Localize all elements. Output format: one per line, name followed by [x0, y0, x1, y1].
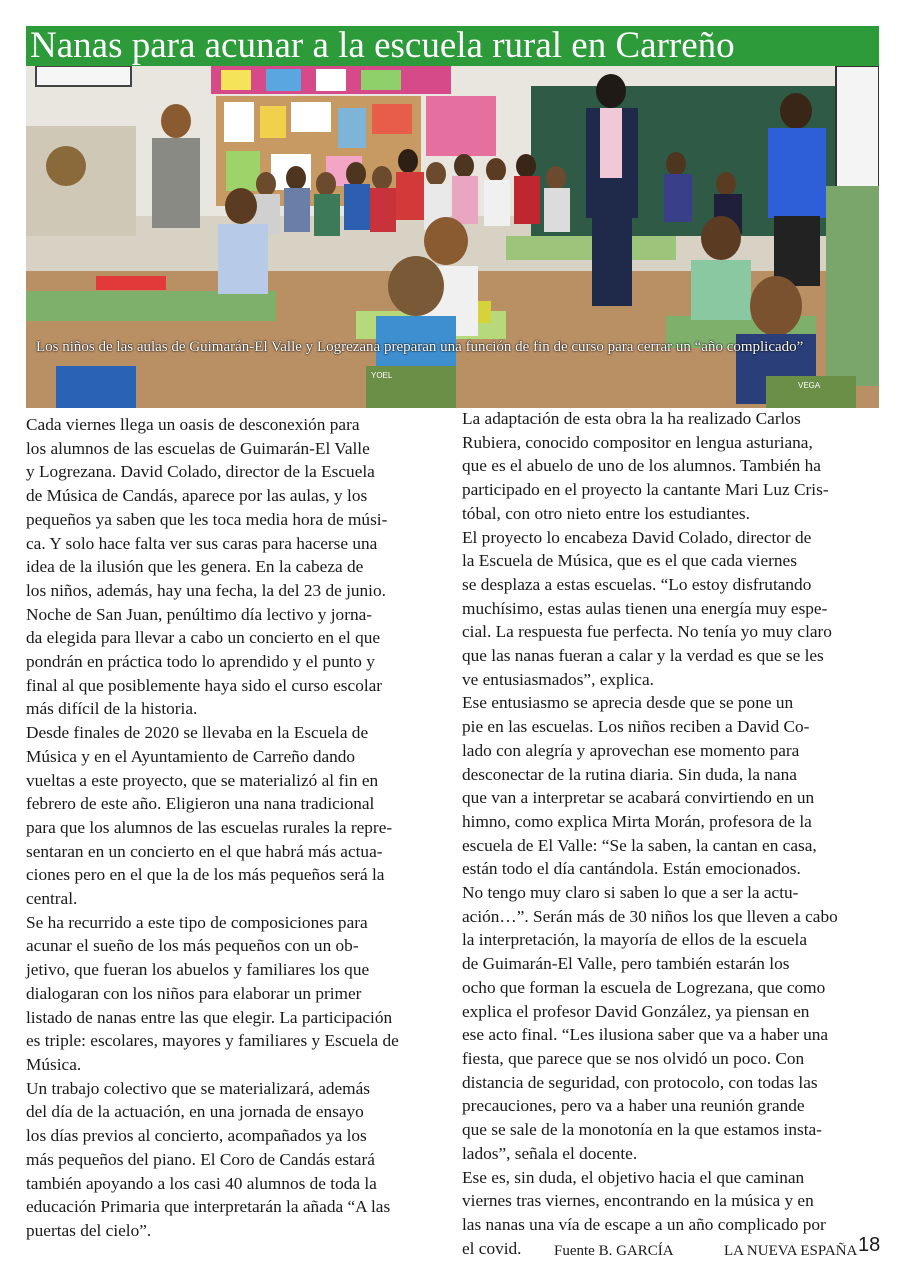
- article-line: y Logrezana. David Colado, director de la Escuela: [26, 462, 375, 482]
- article-line: Cada viernes llega un oasis de desconexión para: [26, 415, 360, 434]
- article-line: Desde finales de 2020 se llevaba en la Escuela de: [26, 723, 369, 743]
- article-line: es triple: escolares, mayores y familiares y Escuela de: [26, 1031, 399, 1051]
- article-line: ación…”. Serán más de 30 niños los que lleven a cabo: [462, 906, 838, 926]
- article-line: ca. Y solo hace falta ver sus caras para hacerse una: [26, 533, 378, 553]
- article-line: el covid.: [462, 1238, 522, 1258]
- article-line: para que los alumnos de las escuelas rurales la repre-: [26, 817, 393, 837]
- article-line: fiesta, que parece que se nos olvidó un poco. Con: [462, 1048, 805, 1068]
- article-line: da elegida para llevar a cabo un concierto en el que: [26, 628, 381, 648]
- article-line: ese acto final. “Les ilusiona saber que va a haber una: [462, 1025, 829, 1045]
- article-line: Ese entusiasmo se aprecia desde que se pone un: [462, 693, 794, 713]
- article-line: la Escuela de Música, que es el que cada viernes: [462, 551, 797, 571]
- chair-label: VEGA: [798, 381, 821, 390]
- article-line: El proyecto lo encabeza David Colado, director de: [462, 527, 812, 547]
- article-line: vueltas a este proyecto, que se materializó al fin en: [26, 770, 379, 790]
- article-line: están todo el día cantándola. Están emocionados.: [462, 859, 801, 879]
- article-line: Música y en el Ayuntamiento de Carreño dando: [26, 746, 356, 766]
- article-line: Se ha recurrido a este tipo de composiciones para: [26, 912, 368, 932]
- article-line: ocho que forman la escuela de Logrezana, que como: [462, 977, 826, 997]
- article-line: acunar el sueño de los más pequeños con un ob-: [26, 936, 359, 956]
- article-line: Música.: [26, 1054, 82, 1074]
- article-line: se desplaza a estas escuelas. “Lo estoy disfrutando: [462, 574, 812, 594]
- page-number: 18: [858, 1234, 881, 1256]
- photo-credit: Fuente B. GARCÍA: [554, 1243, 674, 1259]
- article-line: que se sale de la monotonía en la que estamos insta-: [462, 1120, 822, 1140]
- article-line: Noche de San Juan, penúltimo día lectivo y jorna-: [26, 604, 373, 624]
- article-line: los alumnos de las escuelas de Guimarán-El Valle: [26, 438, 370, 458]
- article-line: también apoyando a los casi 40 alumnos de toda la: [26, 1173, 377, 1193]
- article-line: precauciones, pero va a haber una reunión grande: [462, 1096, 805, 1116]
- article-line: No tengo muy claro si saben lo que a ser la actu-: [462, 883, 799, 903]
- article-line: distancia de seguridad, con protocolo, con todas las: [462, 1072, 818, 1092]
- newspaper-name: LA NUEVA ESPAÑA: [724, 1243, 858, 1259]
- article-line: idea de la ilusión que les genera. En la cabeza de: [26, 557, 364, 577]
- article-line: que las nanas fueran a calar y la verdad es que se les: [462, 646, 824, 666]
- article-line: central.: [26, 889, 78, 909]
- article-line: lado con alegría y aprovechan ese momento para: [462, 740, 800, 760]
- article-line: Un trabajo colectivo que se materializará, además: [26, 1078, 371, 1098]
- article-line: muchísimo, estas aulas tienen una energía muy espe-: [462, 598, 828, 618]
- photo-caption: Los niños de las aulas de Guimarán-El Valle y Logrezana preparan una función de fin de curso para cerrar un “año complicado”: [36, 339, 804, 355]
- article-line: La adaptación de esta obra la ha realizado Carlos: [462, 409, 801, 428]
- article-column-right: [462, 407, 882, 1260]
- article-title: Nanas para acunar a la escuela rural en Carreño: [26, 26, 879, 66]
- article-line: himno, como explica Mirta Morán, profesora de la: [462, 811, 812, 831]
- article-line: Rubiera, conocido compositor en lengua asturiana,: [462, 432, 813, 452]
- chair-label: YOEL: [371, 371, 393, 380]
- article-line: ciones pero en el que la de los más pequeños será la: [26, 865, 385, 885]
- article-line: pie en las escuelas. Los niños reciben a David Co-: [462, 717, 810, 737]
- article-line: más pequeños del piano. El Coro de Candás estará: [26, 1149, 375, 1169]
- article-line: puertas del cielo”.: [26, 1220, 152, 1240]
- article-line: desconectar de la rutina diaria. Sin duda, la nana: [462, 764, 797, 784]
- article-line: las nanas una vía de escape a un año complicado por: [462, 1214, 826, 1234]
- article-line: tóbal, con otro nieto entre los estudiantes.: [462, 503, 750, 523]
- article-line: los días previos al concierto, acompañados ya los: [26, 1126, 367, 1146]
- article-column-left: [26, 413, 444, 1243]
- article-line: participado en el proyecto la cantante Mari Luz Cris-: [462, 480, 829, 500]
- article-line: Ese es, sin duda, el objetivo hacia el que caminan: [462, 1167, 805, 1187]
- article-line: ve entusiasmados”, explica.: [462, 669, 654, 689]
- article-line: del día de la actuación, en una jornada de ensayo: [26, 1102, 364, 1122]
- article-line: de Guimarán-El Valle, pero también estarán los: [462, 954, 790, 974]
- article-line: escuela de El Valle: “Se la saben, la cantan en casa,: [462, 835, 817, 855]
- article-line: febrero de este año. Eligieron una nana tradicional: [26, 794, 375, 814]
- article-line: explica el profesor David González, ya piensan en: [462, 1001, 810, 1021]
- article-line: pequeños ya saben que les toca media hora de músi-: [26, 509, 388, 529]
- article-line: listado de nanas entre las que elegir. La participación: [26, 1007, 393, 1027]
- article-line: sentaran en un concierto en el que habrá más actua-: [26, 841, 383, 861]
- article-line: los niños, además, hay una fecha, la del 23 de junio.: [26, 580, 386, 600]
- article-line: final al que posiblemente haya sido el curso escolar: [26, 675, 383, 695]
- article-line: que van a interpretar se acabará convirtiendo en un: [462, 788, 815, 808]
- article-line: la interpretación, la mayoría de ellos de la escuela: [462, 930, 807, 950]
- article-line: lados”, señala el docente.: [462, 1143, 638, 1163]
- article-line: viernes tras viernes, encontrando en la música y en: [462, 1191, 814, 1211]
- article-line: jetivo, que fueran los abuelos y familiares los que: [26, 960, 370, 980]
- article-line: más difícil de la historia.: [26, 699, 198, 719]
- article-line: dialogaran con los niños para elaborar un primer: [26, 983, 362, 1003]
- article-line: educación Primaria que interpretarán la añada “A las: [26, 1197, 391, 1217]
- article-line: que es el abuelo de uno de los alumnos. También ha: [462, 456, 821, 476]
- article-line: pondrán en práctica todo lo aprendido y el punto y: [26, 652, 375, 672]
- article-line: de Música de Candás, aparece por las aulas, y los: [26, 486, 368, 506]
- article-line: cial. La respuesta fue perfecta. No tenía yo muy claro: [462, 622, 832, 642]
